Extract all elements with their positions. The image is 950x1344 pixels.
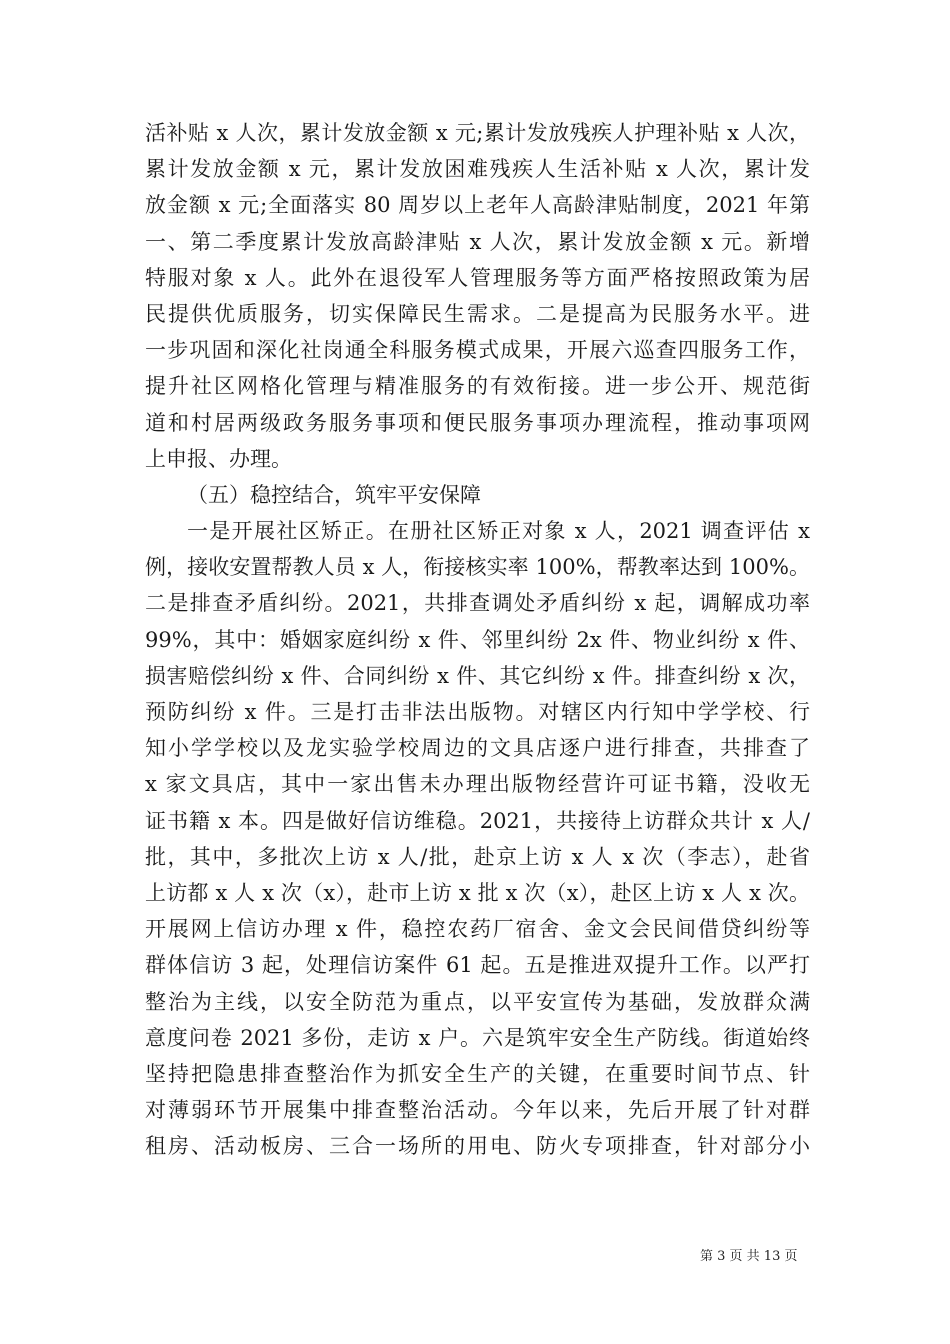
text-line: 预防纠纷 x 件。三是打击非法出版物。对辖区内行知中学学校、行	[145, 700, 810, 724]
text-line: 群体信访 3 起，处理信访案件 61 起。五是推进双提升工作。以严打	[145, 953, 810, 978]
section-heading: （五）稳控结合，筑牢平安保障	[187, 482, 481, 507]
text-line: 一是开展社区矫正。在册社区矫正对象 x 人，2021 调查评估 x	[187, 519, 810, 544]
text-line: x 家文具店，其中一家出售未办理出版物经营许可证书籍，没收无	[145, 772, 810, 797]
text-line: 提升社区网格化管理与精准服务的有效衔接。进一步公开、规范街	[145, 374, 810, 399]
text-line: 意度问卷 2021 多份，走访 x 户。六是筑牢安全生产防线。街道始终	[145, 1025, 810, 1050]
text-line: 特服对象 x 人。此外在退役军人管理服务等方面严格按照政策为居	[145, 265, 810, 290]
body-text	[145, 115, 810, 1164]
text-line: 证书籍 x 本。四是做好信访维稳。2021，共接待上访群众共计 x 人/	[145, 808, 810, 833]
text-line: 对薄弱环节开展集中排查整治活动。今年以来，先后开展了针对群	[145, 1098, 810, 1123]
text-line: 知小学学校以及龙实验学校周边的文具店逐户进行排查，共排查了	[145, 736, 810, 761]
text-line: 坚持把隐患排查整治作为抓安全生产的关键，在重要时间节点、针	[145, 1061, 810, 1086]
text-line: 道和村居两级政务服务事项和便民服务事项办理流程，推动事项网	[145, 410, 810, 435]
text-line: 活补贴 x 人次，累计发放金额 x 元;累计发放残疾人护理补贴 x 人次，	[145, 121, 810, 145]
text-line: 累计发放金额 x 元，累计发放困难残疾人生活补贴 x 人次，累计发	[145, 157, 810, 182]
text-line: 例，接收安置帮教人员 x 人，衔接核实率 100%，帮教率达到 100%。	[145, 555, 810, 580]
text-line: 一、第二季度累计发放高龄津贴 x 人次，累计发放金额 x 元。新增	[145, 229, 810, 254]
text-line: 99%，其中：婚姻家庭纠纷 x 件、邻里纠纷 2x 件、物业纠纷 x 件、	[145, 627, 810, 652]
text-line: 整治为主线，以安全防范为重点，以平安宣传为基础，发放群众满	[145, 989, 810, 1014]
text-line: 开展网上信访办理 x 件，稳控农药厂宿舍、金文会民间借贷纠纷等	[145, 917, 810, 942]
text-line: 放金额 x 元;全面落实 80 周岁以上老年人高龄津贴制度，2021 年第	[145, 193, 810, 218]
text-line: 损害赔偿纠纷 x 件、合同纠纷 x 件、其它纠纷 x 件。排查纠纷 x 次，	[145, 663, 810, 688]
page-number: 第 3 页 共 13 页	[700, 1249, 798, 1264]
text-line: 上申报、办理。	[145, 446, 292, 471]
text-line: 上访都 x 人 x 次（x），赴市上访 x 批 x 次（x），赴区上访 x 人 x 次。	[145, 880, 810, 905]
text-line: 租房、活动板房、三合一场所的用电、防火专项排查，针对部分小	[145, 1134, 810, 1159]
text-line: 二是排查矛盾纠纷。2021，共排查调处矛盾纠纷 x 起，调解成功率	[145, 591, 810, 616]
text-line: 一步巩固和深化社岗通全科服务模式成果，开展六巡查四服务工作，	[145, 338, 810, 363]
text-line: 批，其中，多批次上访 x 人/批，赴京上访 x 人 x 次（李志），赴省	[145, 844, 810, 869]
text-line: 民提供优质服务，切实保障民生需求。二是提高为民服务水平。进	[145, 301, 810, 326]
